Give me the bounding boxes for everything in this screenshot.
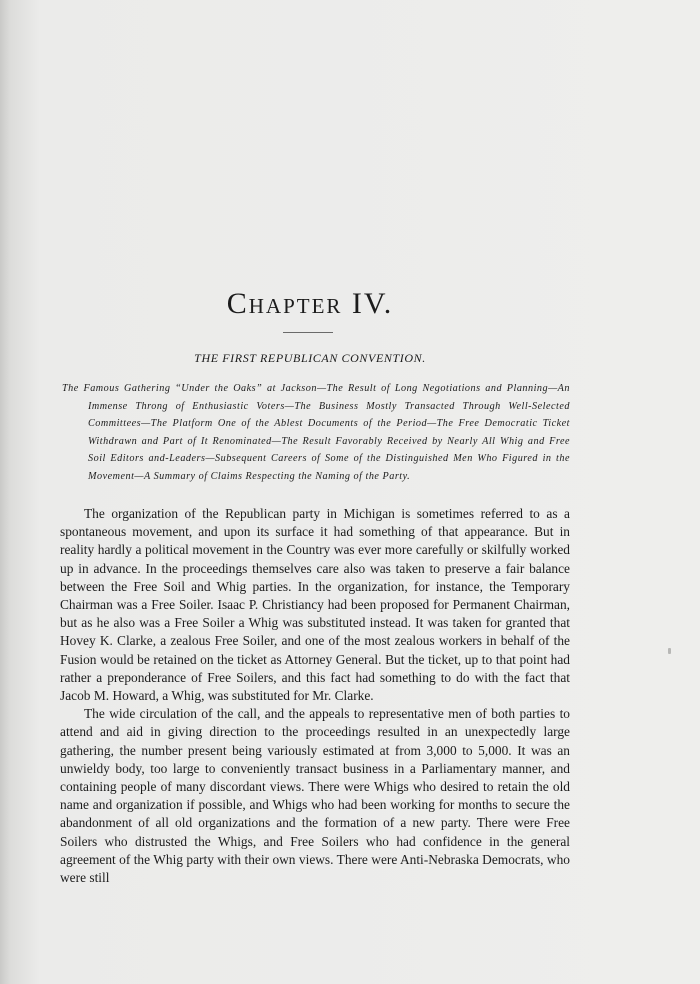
chapter-title: THE FIRST REPUBLICAN CONVENTION. xyxy=(194,351,426,365)
chapter-heading-rule xyxy=(283,332,333,333)
body-paragraph-1: The organization of the Republican party in Michigan is sometimes referred to as a spontaneous movement, and upon its surface it had something of that appearance. But in reality hardly a political movement in the Country was ever more carefully or skilfully worked up in advance. In the proceedings themselves care also was taken to preserve a fair balance between the Free Soil and Whig parties. In the organization, for instance, the Temporary Chairman was a Free Soiler. Isaac P. Christiancy had been proposed for Permanent Chairman, but as he also was a Free Soiler a Whig was substituted instead. It was taken for granted that Hovey K. Clarke, a zealous Free Soiler, and one of the most zealous workers in behalf of the Fusion would be retained on the ticket as Attorney General. But the ticket, up to that point had rather a preponderance of Free Soilers, and this fact had something to do with the fact that Jacob M. Howard, a Whig, was substituted for Mr. Clarke. xyxy=(60,506,570,704)
body-paragraph-2: The wide circulation of the call, and the appeals to representative men of both parties to attend and aid in giving direction to the proceedings resulted in an unexpectedly large gathering, the number present being variously estimated at from 3,000 to 5,000. It was an unwieldy body, too large to conveniently transact business in a Parliamentary manner, and containing people of many discordant views. There were Whigs who desired to retain the old name and organization if possible, and Whigs who had been working for months to secure the abandonment of all old organizations and the formation of a new party. There were Free Soilers who distrusted the Whigs, and Free Soilers who had confidence in the general agreement of the Whig party with their own views. There were Anti-Nebraska Democrats, who were still xyxy=(60,706,570,886)
body-text xyxy=(60,505,570,887)
chapter-number-heading: Chapter IV. xyxy=(226,287,394,320)
scan-speck xyxy=(668,648,671,654)
chapter-synopsis: The Famous Gathering “Under the Oaks” at Jackson—The Result of Long Negotiations and Planning—An Immense Throng of Enthusiastic Voters—The Business Mostly Transacted Through Well-Selected Committees—The Platform One of the Ablest Documents of the Period—The Free Democratic Ticket Withdrawn and Part of It Renominated—The Result Favorably Received by Nearly All Whig and Free Soil Editors and-Leaders—Subsequent Careers of Some of the Distinguished Men Who Figured in the Movement—A Summary of Claims Respecting the Naming of the Party. xyxy=(62,383,570,482)
